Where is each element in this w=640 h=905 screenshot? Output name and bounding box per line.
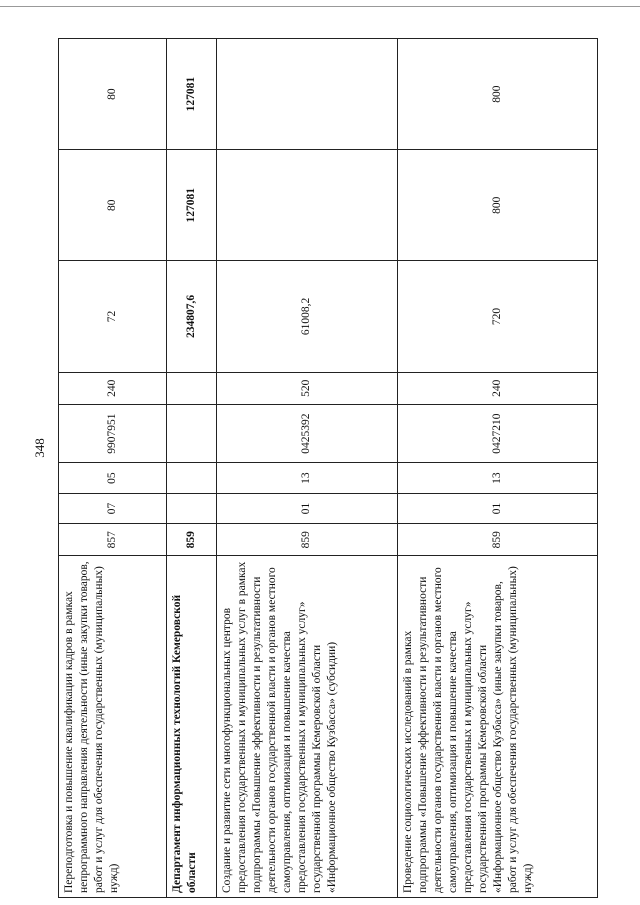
vr-code: 240 (59, 372, 167, 404)
top-rule (0, 6, 640, 7)
row-description: Департамент информационных технологий Кемеровской области (167, 556, 217, 898)
row-description: Переподготовка и повышение квалификации кадров в рамках непрограммного направления деятельности (иные закупки товаров, работ и услуг для обеспечения государственных (муниципальных) нужд) (59, 556, 167, 898)
row-description: Создание и развитие сети многофункциональных центров предоставления государственных и муниципальных услуг в рамках подпрограммы «Повышение эффективности и результативности деятельности органов государственной власти и органов местного самоуправления, оптимизация и повышение качества предоставления государственных и муниципальных услуг» государственной программы Кемеровской области «Информационное общество Кузбасса» (субсидии) (217, 556, 397, 898)
amount-2 (217, 150, 397, 261)
amount-2: 127081 (167, 150, 217, 261)
ved-code: 859 (397, 524, 597, 556)
vr-code: 240 (397, 372, 597, 404)
table-row (217, 39, 397, 898)
razdel-code: 01 (217, 493, 397, 523)
razdel-code (167, 493, 217, 523)
ved-code: 859 (217, 524, 397, 556)
ved-code: 859 (167, 524, 217, 556)
csr-code (167, 404, 217, 463)
razdel-code: 01 (397, 493, 597, 523)
amount-1: 720 (397, 261, 597, 372)
ved-code: 857 (59, 524, 167, 556)
podrazdel-code: 13 (217, 463, 397, 493)
amount-1: 61008,2 (217, 261, 397, 372)
csr-code: 0425392 (217, 404, 397, 463)
budget-table-sheet (58, 38, 598, 898)
amount-2: 80 (59, 150, 167, 261)
budget-table (58, 38, 598, 898)
amount-1: 72 (59, 261, 167, 372)
vr-code (167, 372, 217, 404)
table-row (397, 39, 597, 898)
amount-3: 127081 (167, 39, 217, 150)
csr-code: 0427210 (397, 404, 597, 463)
podrazdel-code (167, 463, 217, 493)
amount-2: 800 (397, 150, 597, 261)
razdel-code: 07 (59, 493, 167, 523)
amount-3: 80 (59, 39, 167, 150)
podrazdel-code: 13 (397, 463, 597, 493)
podrazdel-code: 05 (59, 463, 167, 493)
vr-code: 520 (217, 372, 397, 404)
csr-code: 9907951 (59, 404, 167, 463)
amount-3 (217, 39, 397, 150)
table-row (59, 39, 167, 898)
row-description: Проведение социологических исследований в рамках подпрограммы «Повышение эффективности и результативности деятельности органов государственной власти и органов местного самоуправления, оптимизация и повышение качества предоставления государственных и муниципальных услуг» государственной программы Кемеровской области «Информационное общество Кузбасса» (иные закупки товаров, работ и услуг для обеспечения государственных (муниципальных) нужд) (397, 556, 597, 898)
page-number: 348 (32, 438, 47, 458)
amount-3: 800 (397, 39, 597, 150)
rotated-table-area (58, 38, 598, 898)
table-row (167, 39, 217, 898)
amount-1: 234807,6 (167, 261, 217, 372)
